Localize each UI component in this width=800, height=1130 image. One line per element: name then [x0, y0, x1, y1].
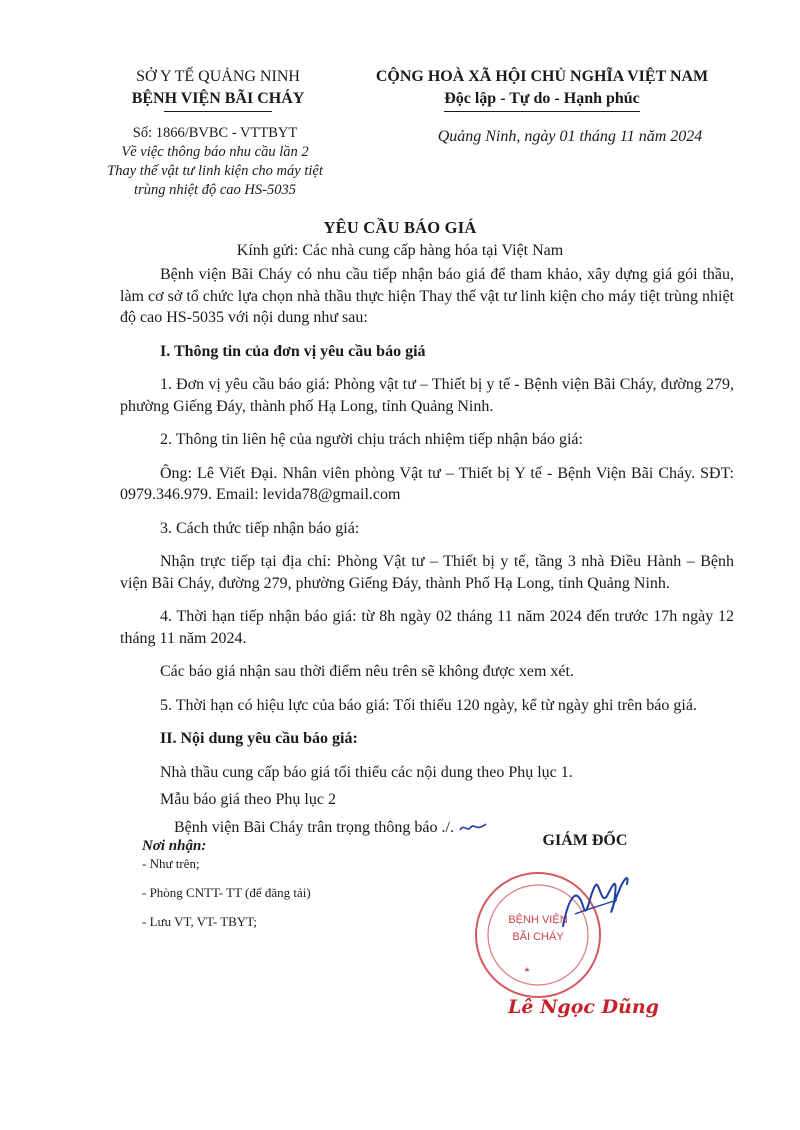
section-1-item-2: 2. Thông tin liên hệ của người chịu trách nhiệm tiếp nhận báo giá: [160, 431, 583, 448]
delivery-address-paragraph: Nhận trực tiếp tại địa chỉ: Phòng Vật tư – Thiết bị y tế, tầng 3 nhà Điều Hành – Bệnh viện Bãi Cháy, đường 279, phường Giếng Đáy, thành Phố Hạ Long, tỉnh Quảng Ninh. [120, 553, 734, 592]
issuer-block [88, 66, 348, 112]
late-submission-note: Các báo giá nhận sau thời điểm nêu trên sẽ không được xem xét. [160, 663, 574, 680]
section-1-item-1: 1. Đơn vị yêu cầu báo giá: Phòng vật tư – Thiết bị y tế - Bệnh viện Bãi Cháy, đường 279, phường Giếng Đáy, thành phố Hạ Long, tỉnh Quảng Ninh. [120, 376, 734, 415]
contact-paragraph: Ông: Lê Viết Đại. Nhân viên phòng Vật tư – Thiết bị Y tế - Bệnh Viện Bãi Cháy. SĐT: 0979.346.979. Email: levida78@gmail.com [120, 464, 734, 503]
subject-line-3: trùng nhiệt độ cao HS-5035 [134, 182, 296, 198]
document-number-block [70, 124, 360, 200]
subject-line-1: Về việc thông báo nhu cầu lần 2 [121, 144, 309, 160]
recipient-item: - Lưu VT, VT- TBYT; [142, 914, 258, 929]
issue-date: Quảng Ninh, ngày 01 tháng 11 năm 2024 [437, 128, 703, 145]
initial-mark-icon [458, 821, 488, 835]
recipients-label: Nơi nhận: [142, 838, 207, 854]
stamp-text-1: BỆNH VIỆN [508, 914, 568, 926]
section-2-item-2: Mẫu báo giá theo Phụ lục 2 [160, 791, 336, 808]
document-body [120, 264, 734, 838]
closing-line: Bệnh viện Bãi Cháy trân trọng thông báo ./. [174, 818, 454, 836]
document-title: YÊU CẦU BÁO GIÁ [323, 218, 477, 237]
national-header [322, 66, 762, 112]
hospital-underline [164, 111, 272, 112]
stamp-text-2: BÃI CHÁY [512, 931, 564, 943]
recipient-item: - Phòng CNTT- TT (để đăng tải) [142, 885, 311, 900]
ministry-name: SỞ Y TẾ QUẢNG NINH [136, 68, 300, 85]
section-2-item-1: Nhà thầu cung cấp báo giá tối thiểu các nội dung theo Phụ lục 1. [160, 763, 573, 781]
section-1-item-4: 4. Thời hạn tiếp nhận báo giá: từ 8h ngày 02 tháng 11 năm 2024 đến trước 17h ngày 12 tháng 11 năm 2024. [120, 608, 734, 647]
section-1-heading: I. Thông tin của đơn vị yêu cầu báo giá [160, 342, 426, 360]
signer-role: GIÁM ĐỐC [542, 832, 628, 849]
recipient-item: - Như trên; [142, 856, 200, 871]
document-number: Số: 1866/BVBC - VTTBYT [132, 125, 298, 141]
subject-line-2: Thay thế vật tư linh kiện cho máy tiệt [107, 163, 323, 179]
signer-name: Lê Ngọc Dũng [508, 996, 659, 1018]
intro-paragraph: Bệnh viện Bãi Cháy có nhu cầu tiếp nhận báo giá để tham khảo, xây dựng giá gói thầu, làm cơ sở tổ chức lựa chọn nhà thầu thực hiện Thay thế vật tư linh kiện cho máy tiệt trùng nhiệt độ cao HS-5035 với nội dung như sau: [120, 266, 734, 326]
handwritten-signature-icon [555, 866, 635, 946]
recipients-block [142, 838, 402, 930]
section-1-item-3: 3. Cách thức tiếp nhận báo giá: [160, 519, 360, 537]
section-1-item-5: 5. Thời hạn có hiệu lực của báo giá: Tối thiểu 120 ngày, kể từ ngày ghi trên báo giá. [160, 696, 697, 714]
motto: Độc lập - Tự do - Hạnh phúc [444, 88, 640, 112]
recipient-line: Kính gửi: Các nhà cung cấp hàng hóa tại Việt Nam [236, 242, 564, 259]
nation-name: CỘNG HOÀ XÃ HỘI CHỦ NGHĨA VIỆT NAM [375, 68, 709, 85]
section-2-heading: II. Nội dung yêu cầu báo giá: [160, 730, 358, 747]
hospital-name: BỆNH VIỆN BÃI CHÁY [131, 90, 305, 107]
